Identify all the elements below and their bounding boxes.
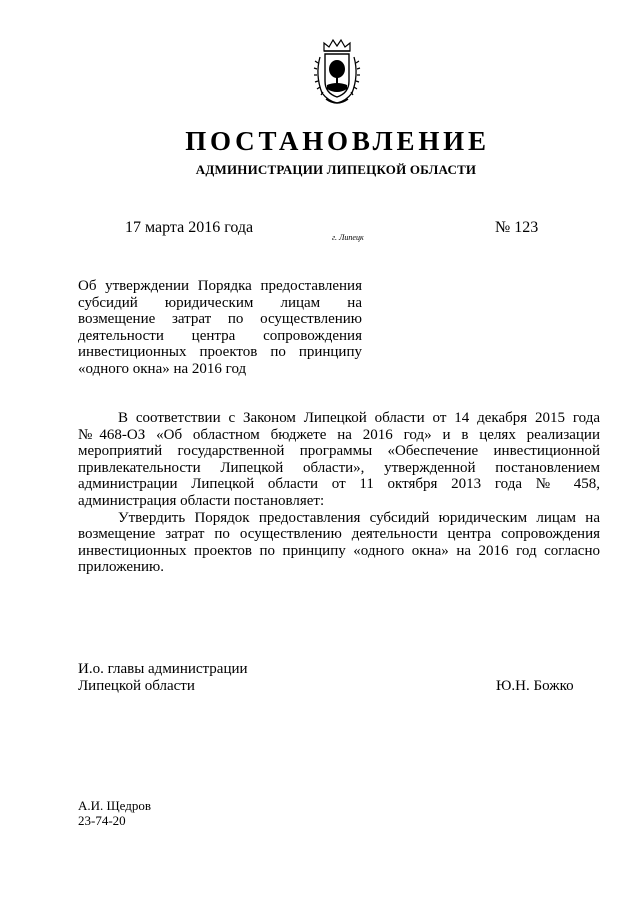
subject-line: «одного окна» на 2016 год — [78, 360, 247, 377]
resolution-line: приложению. — [78, 559, 165, 576]
subject-line: субсидий юридическим лицам на — [78, 294, 362, 311]
preamble-line: мероприятий государственной программы «Обеспечение инвестиционной — [78, 443, 600, 460]
document-subject — [78, 278, 362, 378]
document-body — [78, 410, 600, 576]
resolution-line: Утвердить Порядок предоставления субсидий юридическим лицам на — [118, 509, 600, 526]
preamble-line: администрация области постановляет: — [78, 492, 325, 509]
preamble-line: №468-ОЗ «Об областном бюджете на 2016 год» и в целях реализации — [78, 426, 600, 443]
document-date: 17 марта 2016 года — [125, 219, 254, 236]
subject-line: Об утверждении Порядка предоставления — [78, 278, 362, 294]
signatory-name: Ю.Н. Божко — [496, 678, 574, 694]
preamble-line: В соответствии с Законом Липецкой области от 14 декабря 2015 года — [118, 410, 600, 426]
executor-name: А.И. Щедров — [78, 798, 151, 813]
signatory-position — [78, 661, 248, 694]
document-type-title: ПОСТАНОВЛЕНИЕ — [185, 126, 490, 156]
subject-line: инвестиционных проектов по принципу — [78, 344, 362, 361]
resolution-line: возмещение затрат по осуществлению деятельности центра сопровождения — [78, 526, 600, 543]
issuing-authority: АДМИНИСТРАЦИИ ЛИПЕЦКОЙ ОБЛАСТИ — [195, 162, 477, 177]
executor-info — [78, 798, 151, 828]
preamble-line: администрации Липецкой области от 11 октября 2013 года № 458, — [78, 476, 600, 493]
subject-line: деятельности центра сопровождения — [78, 327, 362, 344]
signatory-position-line: Липецкой области — [78, 677, 195, 694]
document-number: № 123 — [495, 219, 539, 236]
executor-phone: 23-74-20 — [78, 813, 126, 828]
resolution-line: инвестиционных проектов по принципу «одного окна» на 2016 год согласно — [78, 542, 600, 559]
subject-line: возмещение затрат по осуществлению — [78, 311, 362, 328]
signatory-position-line: И.о. главы администрации — [78, 661, 248, 677]
preamble-line: привлекательности Липецкой области», утвержденной постановлением — [78, 459, 600, 476]
document-city: г. Липецк — [332, 233, 364, 242]
coat-of-arms-emblem — [312, 37, 362, 107]
